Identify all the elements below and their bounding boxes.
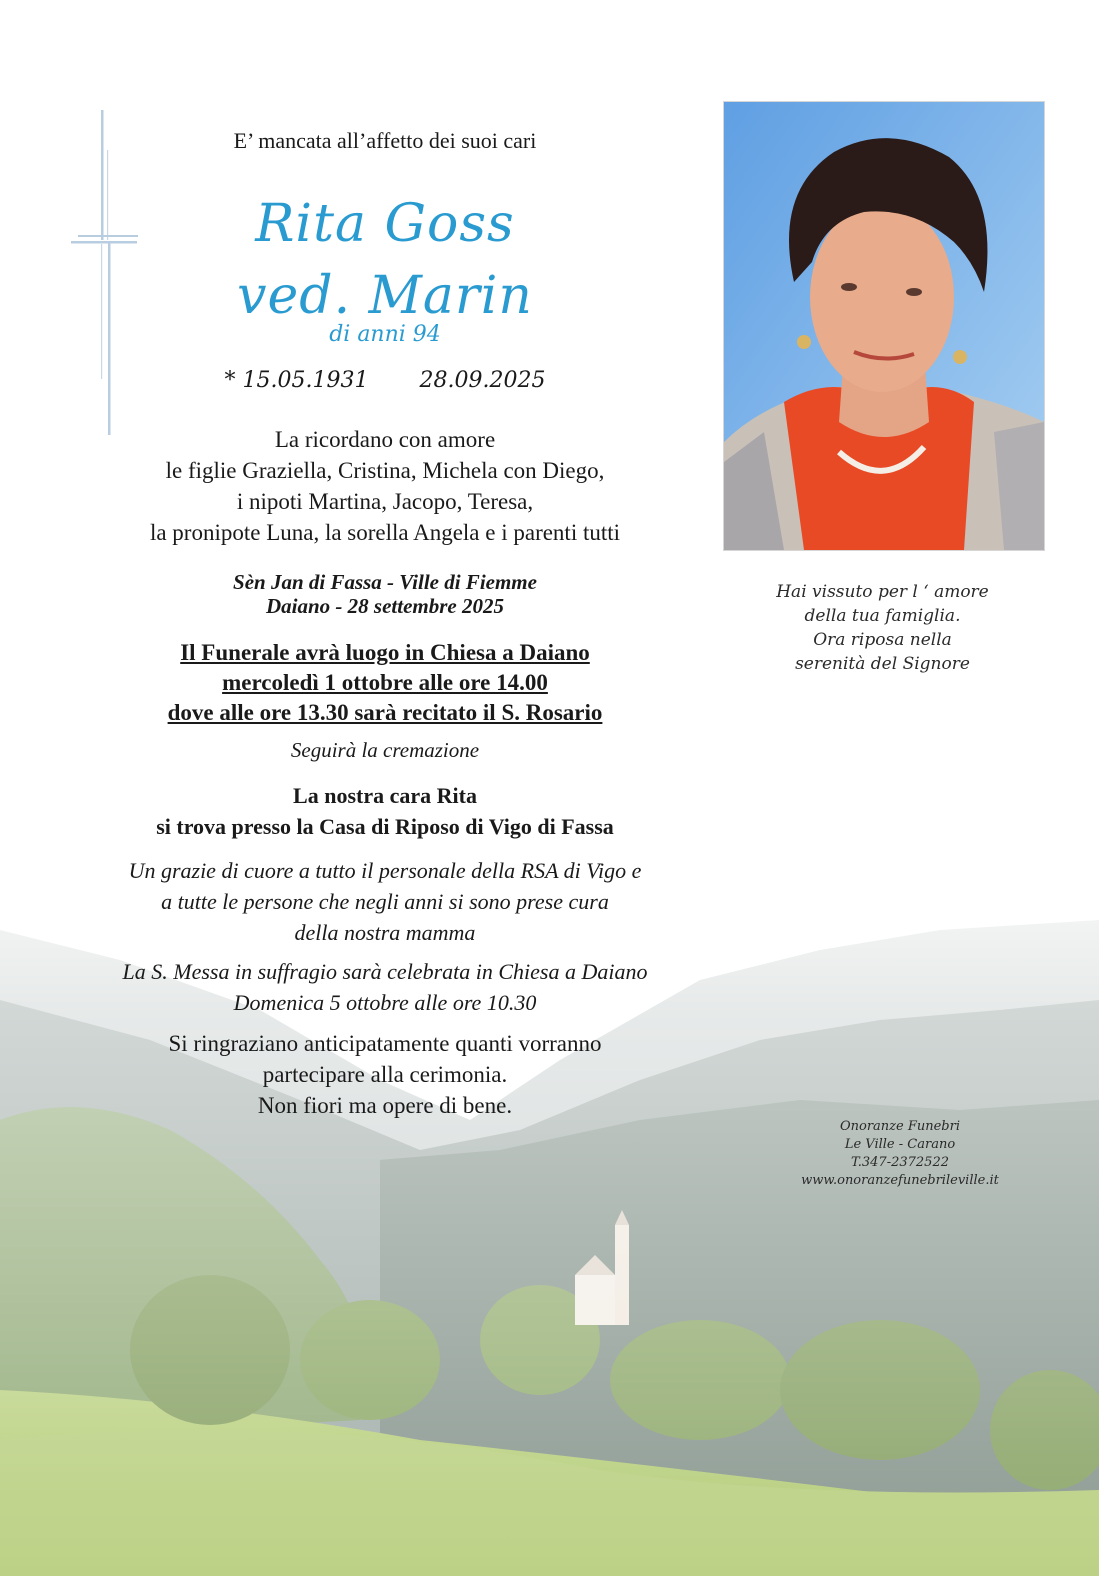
places-date bbox=[85, 570, 685, 618]
places-line: Sèn Jan di Fassa - Ville di Fiemme bbox=[233, 570, 537, 594]
remember-line: i nipoti Martina, Jacopo, Teresa, bbox=[236, 489, 534, 514]
deceased-name bbox=[85, 188, 685, 332]
intro-text: E’ mancata all’affetto dei suoi cari bbox=[233, 128, 537, 153]
thanks-line: della nostra mamma bbox=[294, 920, 476, 945]
mass-info bbox=[85, 956, 685, 1018]
quote-line: Ora riposa nella bbox=[813, 630, 952, 650]
closing-thanks bbox=[85, 1028, 685, 1121]
quote-line: serenità del Signore bbox=[795, 654, 970, 674]
remember-line: le figlie Graziella, Cristina, Michela con Diego, bbox=[165, 458, 605, 483]
location-line: si trova presso la Casa di Riposo di Vigo di Fassa bbox=[156, 814, 614, 839]
thanks-line: a tutte le persone che negli anni si sono prese cura bbox=[161, 889, 609, 914]
closing-line: partecipare alla cerimonia. bbox=[262, 1062, 508, 1087]
cremation-note: Seguirà la cremazione bbox=[290, 738, 480, 762]
places-line: Daiano - 28 settembre 2025 bbox=[266, 594, 504, 618]
funeral-line: mercoledì 1 ottobre alle ore 14.00 bbox=[222, 670, 548, 695]
agency-location: Le Ville - Carano bbox=[844, 1137, 956, 1152]
funeral-info bbox=[85, 638, 685, 728]
portrait-illustration bbox=[724, 102, 1044, 550]
resting-location bbox=[85, 780, 685, 842]
closing-line: Non fiori ma opere di bene. bbox=[257, 1093, 513, 1118]
remember-line: la pronipote Luna, la sorella Angela e i parenti tutti bbox=[149, 520, 621, 545]
age: di anni 94 bbox=[329, 322, 441, 347]
agency-phone: T.347-2372522 bbox=[851, 1155, 949, 1170]
name-line-1: Rita Goss bbox=[255, 194, 515, 254]
mass-line: Domenica 5 ottobre alle ore 10.30 bbox=[233, 990, 537, 1015]
quote-line: della tua famiglia. bbox=[804, 606, 961, 626]
agency-name: Onoranze Funebri bbox=[839, 1119, 961, 1134]
birth-date: * 15.05.1931 bbox=[224, 368, 369, 393]
thanks-rsa bbox=[85, 855, 685, 948]
quote-line: Hai vissuto per l ‘ amore bbox=[776, 582, 989, 602]
agency-website: www.onoranzefunebrileville.it bbox=[801, 1173, 999, 1188]
family-remembrance bbox=[85, 424, 685, 548]
memorial-quote bbox=[735, 580, 1030, 676]
remember-line: La ricordano con amore bbox=[274, 427, 496, 452]
dates bbox=[85, 368, 685, 393]
mass-line: La S. Messa in suffragio sarà celebrata in Chiesa a Daiano bbox=[122, 959, 648, 984]
portrait-photo bbox=[723, 101, 1045, 551]
funeral-line: dove alle ore 13.30 sarà recitato il S. Rosario bbox=[167, 700, 603, 725]
closing-line: Si ringraziano anticipatamente quanti vorranno bbox=[168, 1031, 602, 1056]
funeral-agency bbox=[770, 1118, 1030, 1190]
thanks-line: Un grazie di cuore a tutto il personale della RSA di Vigo e bbox=[128, 858, 642, 883]
name-line-2: ved. Marin bbox=[237, 266, 533, 326]
funeral-line: Il Funerale avrà luogo in Chiesa a Daiano bbox=[180, 640, 590, 665]
location-line: La nostra cara Rita bbox=[293, 783, 477, 808]
death-date: 28.09.2025 bbox=[419, 368, 546, 393]
